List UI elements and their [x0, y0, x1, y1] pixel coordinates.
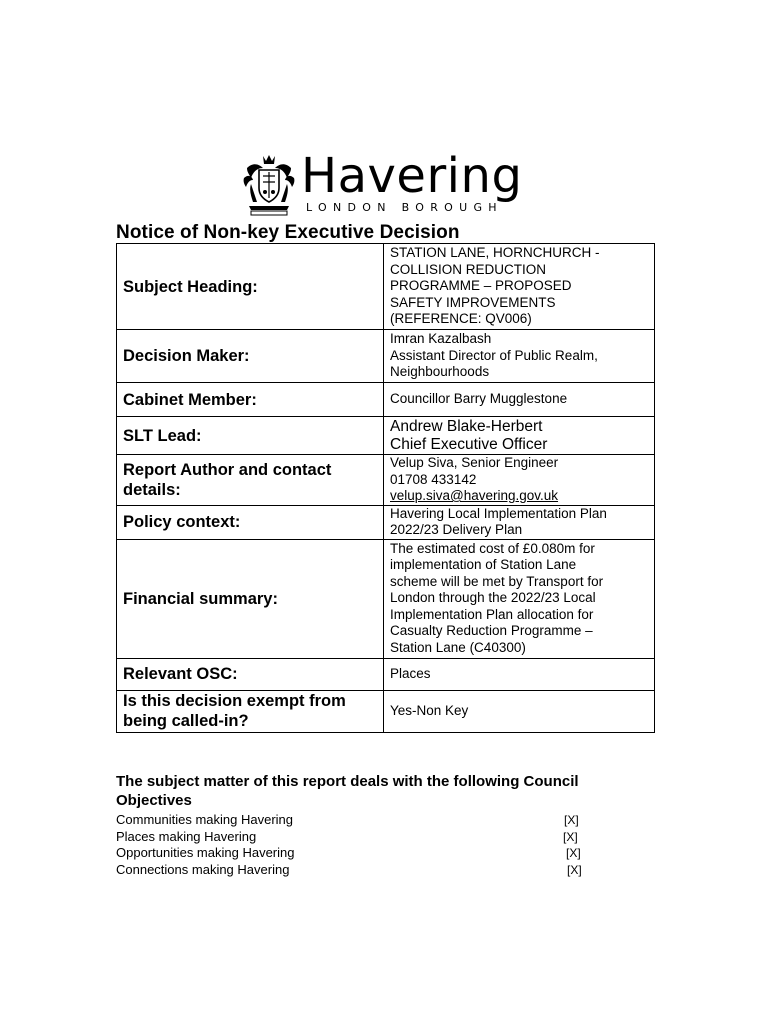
row-label: Relevant OSC: — [117, 658, 384, 690]
row-value: Andrew Blake-Herbert Chief Executive Officer — [384, 417, 655, 455]
page-title: Notice of Non-key Executive Decision — [116, 222, 460, 243]
list-item — [116, 862, 596, 879]
list-item — [116, 845, 596, 862]
row-label: Financial summary: — [117, 539, 384, 658]
row-value: Imran Kazalbash Assistant Director of Public Realm, Neighbourhoods — [384, 330, 655, 383]
logo-subtitle: LONDON BOROUGH — [306, 201, 503, 214]
row-value: Councillor Barry Mugglestone — [384, 383, 655, 417]
objective-name: Connections making Havering — [116, 861, 290, 877]
row-value: The estimated cost of £0.080m for implementation of Station Lane scheme will be met by Transport for London through the 2022/23 Local Implementation Plan allocation for Casualty Reduction Programme – Station Lane (C40300) — [384, 539, 655, 658]
list-item — [116, 829, 596, 846]
table-row — [117, 539, 655, 658]
table-row — [117, 690, 655, 732]
table-row — [117, 383, 655, 417]
table-row — [117, 417, 655, 455]
row-value: Havering Local Implementation Plan 2022/23 Delivery Plan — [384, 505, 655, 539]
list-item — [116, 812, 596, 829]
row-value: Velup Siva, Senior Engineer 01708 433142 velup.siva@havering.gov.uk — [384, 455, 655, 506]
borough-crest-icon — [243, 154, 295, 216]
objective-name: Places making Havering — [116, 828, 257, 844]
row-label: Cabinet Member: — [117, 383, 384, 417]
objective-mark: [X] — [566, 846, 581, 860]
objective-name: Opportunities making Havering — [116, 845, 295, 860]
table-row — [117, 330, 655, 383]
row-label: Is this decision exempt from being called-in? — [117, 690, 384, 732]
row-label: SLT Lead: — [117, 417, 384, 455]
logo-wordmark: Havering — [301, 148, 523, 204]
objective-name: Communities making Havering — [116, 812, 294, 827]
row-value: Yes-Non Key — [384, 690, 655, 732]
row-value: STATION LANE, HORNCHURCH - COLLISION REDUCTION PROGRAMME – PROPOSED SAFETY IMPROVEMENTS (REFERENCE: QV006) — [384, 244, 655, 330]
table-row — [117, 455, 655, 506]
objective-mark: [X] — [567, 862, 582, 877]
table-row — [117, 244, 655, 330]
havering-logo — [243, 148, 523, 220]
row-label: Policy context: — [117, 505, 384, 539]
row-label: Report Author and contact details: — [117, 455, 384, 506]
objective-mark: [X] — [563, 829, 578, 844]
table-row — [117, 658, 655, 690]
objectives-heading: The subject matter of this report deals with the following Council Objectives — [116, 773, 579, 809]
objectives-list — [116, 812, 596, 878]
author-email-link[interactable]: velup.siva@havering.gov.uk — [390, 488, 559, 503]
decision-table — [116, 243, 655, 733]
row-label: Decision Maker: — [117, 330, 384, 383]
row-label: Subject Heading: — [117, 244, 384, 330]
objective-mark: [X] — [564, 813, 579, 827]
row-value: Places — [384, 658, 655, 690]
table-row — [117, 505, 655, 539]
